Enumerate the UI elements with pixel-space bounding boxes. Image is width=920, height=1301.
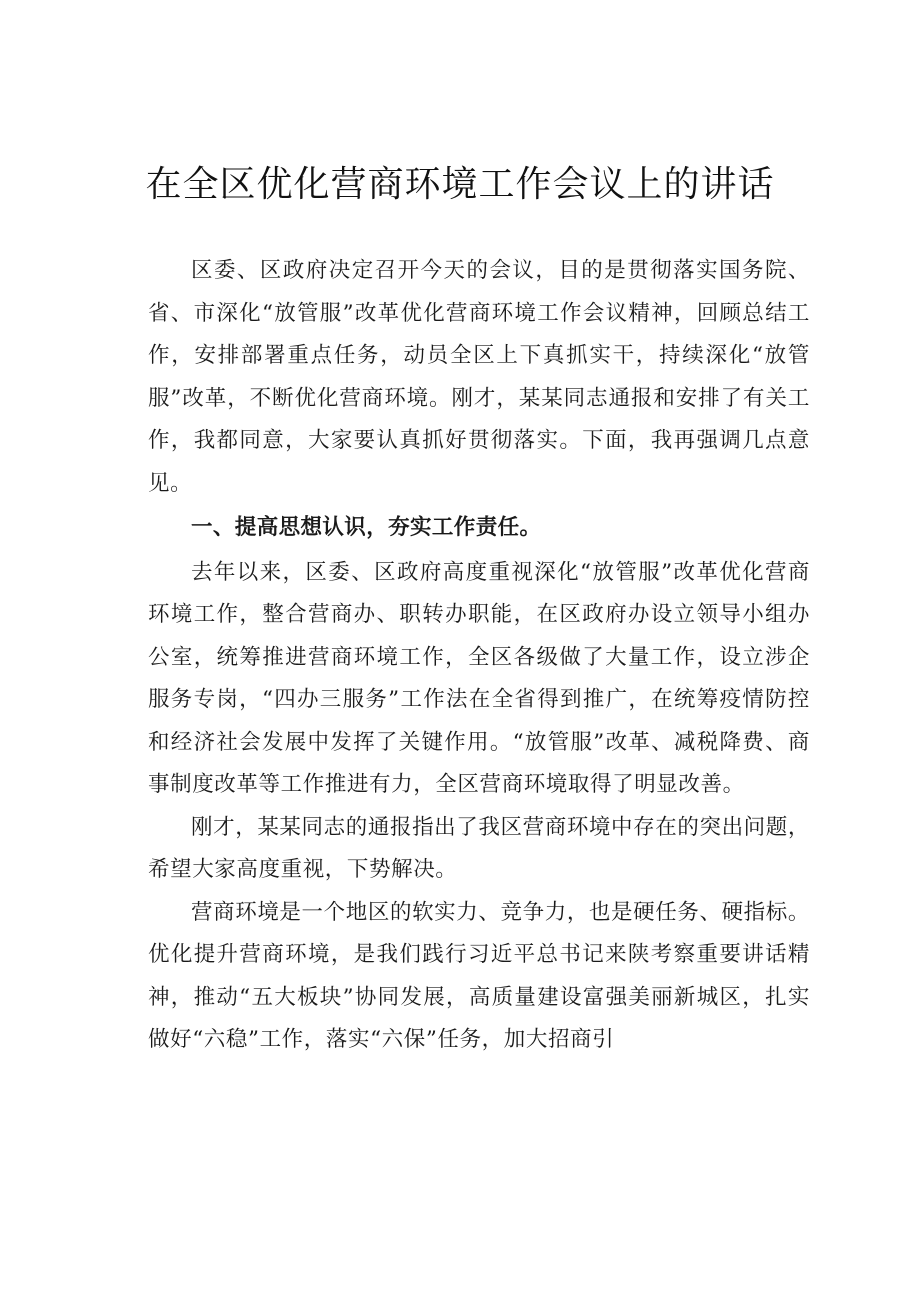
document-title: 在全区优化营商环境工作会议上的讲话	[145, 164, 775, 205]
section-heading-1: 一、提高思想认识，夯实工作责任。	[191, 515, 542, 540]
paragraph-review: 去年以来，区委、区政府高度重视深化“放管服”改革优化营商环境工作，整合营商办、职转办职能，在区政府办设立领导小组办公室，统筹推进营商环境工作，全区各级做了大量工作，设立涉企服务专岗，“四办三服务”工作法在全省得到推广，在统筹疫情防控和经济社会发展中发挥了关键作用。“放管服”改革、减税降费、商事制度改革等工作推进有力，全区营商环境取得了明显改善。	[148, 559, 810, 797]
document-body	[148, 250, 810, 1062]
paragraph-problems: 刚才，某某同志的通报指出了我区营商环境中存在的突出问题，希望大家高度重视，下势解决。	[148, 814, 810, 882]
paragraph-importance: 营商环境是一个地区的软实力、竞争力，也是硬任务、硬指标。优化提升营商环境，是我们践行习近平总书记来陕考察重要讲话精神，推动“五大板块”协同发展，高质量建设富强美丽新城区，扎实做好“六稳”工作，落实“六保”任务，加大招商引	[148, 899, 810, 1052]
paragraph-intro: 区委、区政府决定召开今天的会议，目的是贯彻落实国务院、省、市深化“放管服”改革优化营商环境工作会议精神，回顾总结工作，安排部署重点任务，动员全区上下真抓实干，持续深化“放管服”改革，不断优化营商环境。刚才，某某同志通报和安排了有关工作，我都同意，大家要认真抓好贯彻落实。下面，我再强调几点意见。	[148, 258, 810, 496]
